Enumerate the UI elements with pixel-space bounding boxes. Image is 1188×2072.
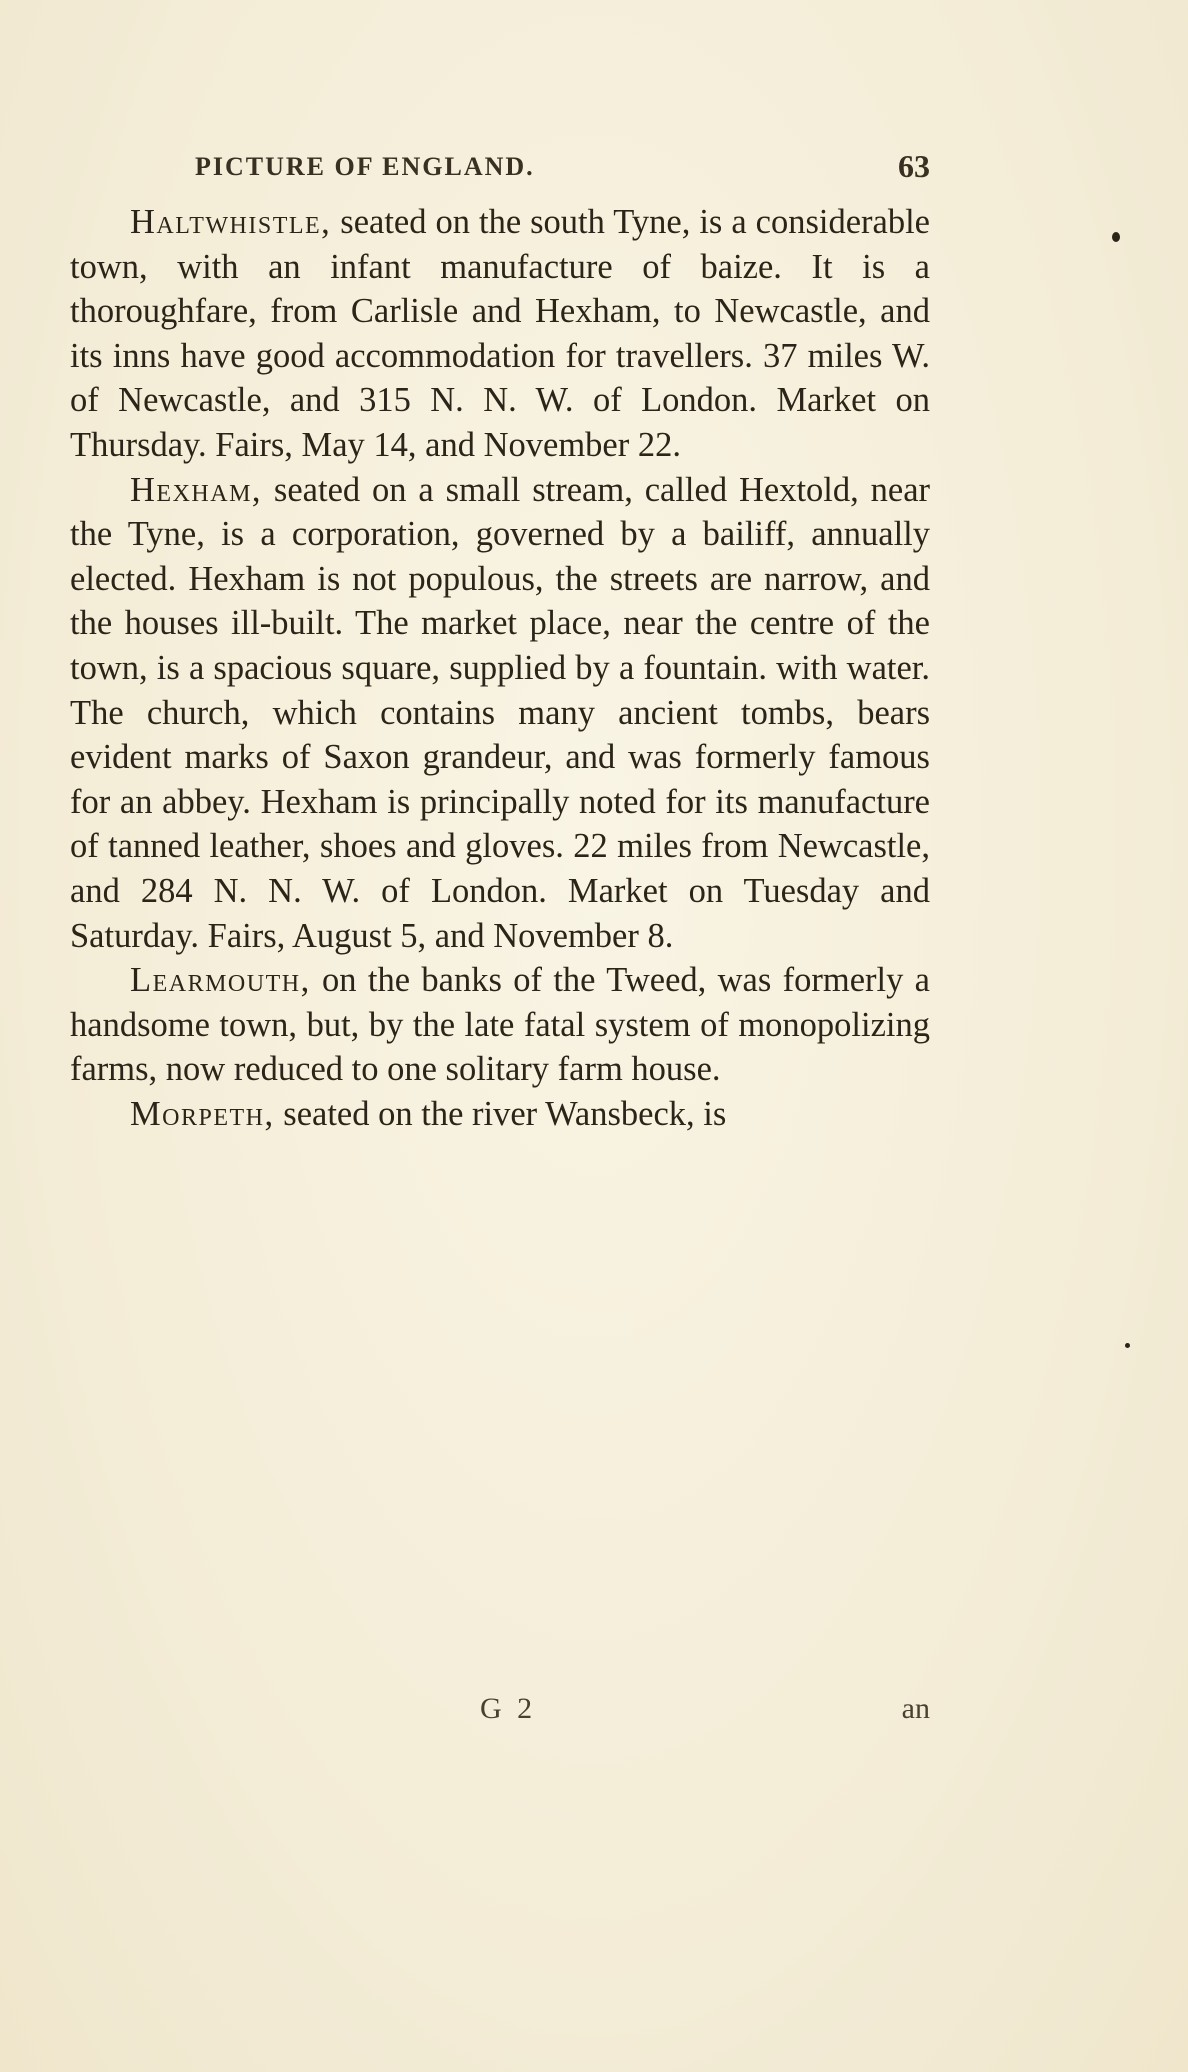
entry-text: seated on a small stream, called Hextold, near the Tyne, is a corporation, governed by a bailiff, annually elected. Hexham is not populous, the streets are narrow, and the houses ill-built. The market place, near the centre of the town, is a spacious square, supplied by a fountain. with water. The church, which contains many ancient tombs, bears evident marks of Saxon grandeur, and was formerly famous for an abbey. Hexham is principally noted for its manufacture of tanned leather, shoes and gloves. 22 miles from Newcastle, and 284 N. N. W. of London. Market on Tuesday and Saturday. Fairs, August 5, and November 8. (70, 470, 930, 955)
signature-mark: G 2 (480, 1692, 537, 1725)
paragraph-haltwhistle (70, 200, 930, 468)
ink-speck (1125, 1343, 1130, 1348)
body-text (70, 200, 930, 1136)
paragraph-hexham (70, 468, 930, 959)
entry-text: on the banks of the Tweed, was formerly a handsome town, but, by the late fatal system of monopolizing farms, now reduced to one solitary farm house. (70, 961, 930, 1089)
entry-heading: Hexham, (130, 470, 263, 509)
entry-text: seated on the south Tyne, is a considerable town, with an infant manufacture of baize. It is a thoroughfare, from Carlisle and Hexham, to Newcastle, and its inns have good accommodation for travellers. 37 miles W. of Newcastle, and 315 N. N. W. of London. Market on Thursday. Fairs, May 14, and November 22. (70, 203, 930, 464)
entry-heading: Morpeth, (130, 1094, 275, 1133)
ink-speck (1112, 232, 1120, 242)
page-header (195, 148, 930, 192)
paragraph-learmouth (70, 958, 930, 1092)
running-head: PICTURE OF ENGLAND. (195, 152, 535, 181)
entry-heading: Haltwhistle, (130, 203, 332, 241)
entry-text: seated on the river Wansbeck, is (274, 1094, 727, 1133)
paragraph-morpeth (70, 1092, 930, 1137)
entry-heading: Learmouth, (130, 961, 311, 1000)
page-number: 63 (898, 148, 930, 184)
page-footer (70, 1692, 930, 1732)
catchword: an (901, 1692, 930, 1725)
